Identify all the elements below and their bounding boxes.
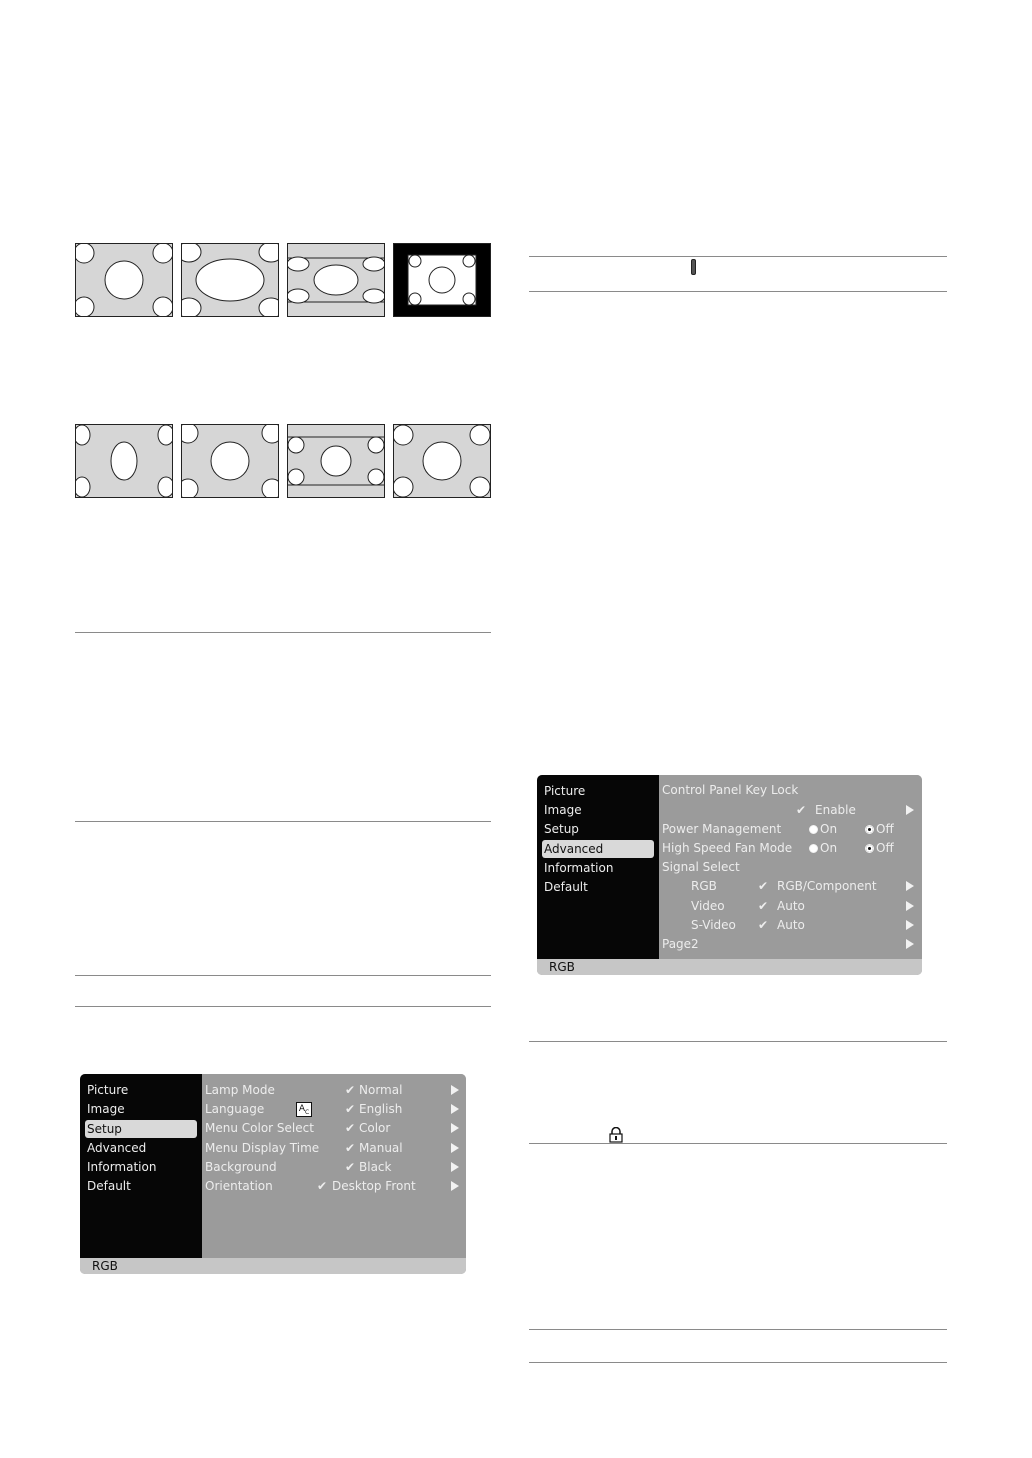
radio-icon bbox=[809, 844, 818, 853]
arrow-right-icon bbox=[451, 1123, 459, 1133]
menu-tab-list bbox=[537, 775, 659, 959]
page2-row[interactable]: Page2 bbox=[659, 935, 922, 953]
fan-on-radio[interactable]: On bbox=[809, 839, 837, 857]
tab-advanced[interactable]: Advanced bbox=[542, 840, 654, 858]
arrow-right-icon bbox=[451, 1085, 459, 1095]
menu-settings-panel bbox=[202, 1074, 466, 1258]
aspect-thumbnail-normal bbox=[75, 243, 173, 317]
rule bbox=[529, 1329, 947, 1330]
menu-tab-list bbox=[80, 1074, 202, 1258]
status-bar: RGB bbox=[537, 959, 922, 975]
menu-color-select-row[interactable]: Menu Color Select ✔ Color bbox=[202, 1119, 466, 1137]
rule bbox=[75, 632, 491, 633]
arrow-right-icon bbox=[906, 920, 914, 930]
signal-video-row[interactable]: Video ✔ Auto bbox=[659, 897, 922, 915]
fan-off-radio[interactable]: Off bbox=[865, 839, 894, 857]
aspect-thumbnail-wide-zoom bbox=[287, 243, 385, 317]
rule bbox=[75, 1006, 491, 1007]
power-on-radio[interactable]: On bbox=[809, 820, 837, 838]
rule bbox=[529, 1362, 947, 1363]
language-row[interactable]: Language $A_C$ ✔ English bbox=[202, 1100, 466, 1118]
radio-selected-icon bbox=[865, 844, 874, 853]
advanced-menu-screenshot bbox=[537, 775, 922, 975]
tab-setup[interactable]: Setup bbox=[544, 822, 579, 836]
radio-selected-icon bbox=[865, 825, 874, 834]
checkmark-icon: ✔ bbox=[345, 1121, 356, 1135]
control-panel-key-lock-row: Control Panel Key Lock bbox=[662, 783, 799, 797]
arrow-right-icon bbox=[451, 1181, 459, 1191]
checkmark-icon: ✔ bbox=[345, 1102, 356, 1116]
orientation-row[interactable]: Orientation ✔ Desktop Front bbox=[202, 1177, 466, 1195]
arrow-right-icon bbox=[451, 1143, 459, 1153]
checkmark-icon: ✔ bbox=[345, 1141, 356, 1155]
checkmark-icon: ✔ bbox=[758, 918, 769, 932]
checkmark-icon: ✔ bbox=[317, 1179, 328, 1193]
tab-default[interactable]: Default bbox=[544, 880, 588, 894]
radio-icon bbox=[809, 825, 818, 834]
status-bar: RGB bbox=[80, 1258, 466, 1274]
tab-information[interactable]: Information bbox=[544, 861, 614, 875]
tab-image[interactable]: Image bbox=[87, 1102, 125, 1116]
menu-display-time-row[interactable]: Menu Display Time ✔ Manual bbox=[202, 1139, 466, 1157]
power-off-radio[interactable]: Off bbox=[865, 820, 894, 838]
key-lock-icon bbox=[609, 1127, 623, 1143]
aspect-thumbnail-letterbox bbox=[287, 424, 385, 498]
setup-menu-screenshot bbox=[80, 1074, 466, 1274]
tab-picture[interactable]: Picture bbox=[544, 784, 586, 798]
checkmark-icon: ✔ bbox=[758, 879, 769, 893]
signal-s-video-row[interactable]: S-Video ✔ Auto bbox=[659, 916, 922, 934]
arrow-right-icon bbox=[906, 805, 914, 815]
checkmark-icon: ✔ bbox=[345, 1083, 356, 1097]
aspect-thumbnail-zoom-box bbox=[393, 243, 491, 317]
high-speed-fan-row: High Speed Fan Mode On Off bbox=[662, 841, 894, 855]
language-icon: $A_C$ bbox=[296, 1102, 312, 1117]
aspect-thumbnail-full bbox=[181, 243, 279, 317]
tab-advanced[interactable]: Advanced bbox=[87, 1141, 147, 1155]
background-row[interactable]: Background ✔ Black bbox=[202, 1158, 466, 1176]
aspect-thumbnail-tall bbox=[75, 424, 173, 498]
tab-default[interactable]: Default bbox=[87, 1179, 131, 1193]
tab-information[interactable]: Information bbox=[87, 1160, 157, 1174]
rule bbox=[75, 821, 491, 822]
rule bbox=[529, 256, 947, 257]
lamp-mode-row[interactable]: Lamp Mode ✔ Normal bbox=[202, 1081, 466, 1099]
tab-image[interactable]: Image bbox=[544, 803, 582, 817]
aspect-thumbnail-normal-2 bbox=[181, 424, 279, 498]
checkmark-icon: ✔ bbox=[345, 1160, 356, 1174]
rule bbox=[529, 1041, 947, 1042]
arrow-right-icon bbox=[451, 1104, 459, 1114]
thermometer-icon bbox=[691, 259, 696, 275]
key-lock-enable-row[interactable]: ✔ Enable bbox=[659, 801, 922, 819]
checkmark-icon: ✔ bbox=[758, 899, 769, 913]
rule bbox=[75, 975, 491, 976]
signal-rgb-row[interactable]: RGB ✔ RGB/Component bbox=[659, 877, 922, 895]
menu-settings-panel bbox=[659, 775, 922, 959]
tab-setup[interactable]: Setup bbox=[85, 1120, 197, 1138]
checkmark-icon: ✔ bbox=[796, 803, 807, 817]
rule bbox=[529, 1143, 947, 1144]
power-management-row: Power Management On Off bbox=[662, 822, 894, 836]
rule bbox=[529, 291, 947, 292]
aspect-thumbnail-fill bbox=[393, 424, 491, 498]
signal-select-row: Signal Select bbox=[662, 860, 740, 874]
arrow-right-icon bbox=[906, 901, 914, 911]
arrow-right-icon bbox=[906, 881, 914, 891]
tab-picture[interactable]: Picture bbox=[87, 1083, 129, 1097]
arrow-right-icon bbox=[906, 939, 914, 949]
arrow-right-icon bbox=[451, 1162, 459, 1172]
